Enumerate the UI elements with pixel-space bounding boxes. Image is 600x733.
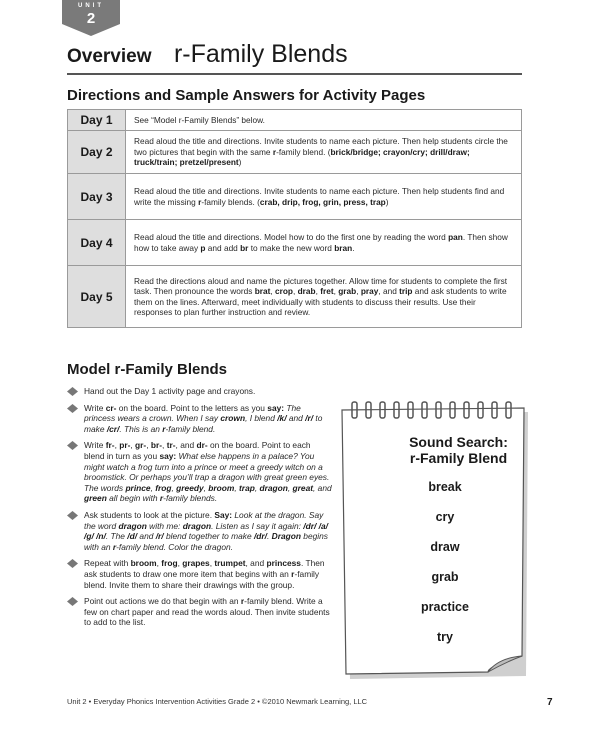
page-title <box>67 40 348 69</box>
lesson-title: r-Family Blends <box>173 40 348 68</box>
notebook-word: break <box>428 480 462 494</box>
notebook-word: grab <box>431 570 459 584</box>
diamond-bullet-icon <box>67 387 78 396</box>
list-item: Point out actions we do that begin with an r-family blend. Write a few on chart paper and read the words aloud. Then invite students to add to the list. <box>67 596 332 628</box>
list-item: Write cr- on the board. Point to the letters as you say: The princess wears a crown. When I say crown, I blend /k/ and /r/ to make /cr/. This is an r-family blend. <box>67 403 332 435</box>
table-row <box>68 174 522 220</box>
day-description: See “Model r-Family Blends” below. <box>126 110 522 131</box>
model-heading: Model r-Family Blends <box>67 361 228 378</box>
list-item: Repeat with broom, frog, grapes, trumpet, and princess. Then ask students to draw one more item that begins with an r-family blend. Invite them to share their drawings with the group. <box>67 558 332 590</box>
unit-number: 2 <box>86 10 96 27</box>
diamond-bullet-icon <box>67 404 78 413</box>
day-label: Day 4 <box>68 220 126 266</box>
list-item: Hand out the Day 1 activity page and crayons. <box>67 386 332 397</box>
notebook-word: cry <box>435 510 455 524</box>
page-number: 7 <box>547 697 553 708</box>
day-label: Day 2 <box>68 131 126 174</box>
day-description: Read aloud the title and directions. Invite students to name each picture. Then help students find and write the missing r-family blends. (crab, drip, frog, grin, press, trap) <box>126 174 522 220</box>
table-row <box>68 110 522 131</box>
directions-heading: Directions and Sample Answers for Activity Pages <box>67 87 426 104</box>
day-description: Read the directions aloud and name the pictures together. Allow time for students to complete the first task. Then pronounce the words brat, crop, drab, fret, grab, pray, and trip and ask students to write them on the lines. Afterward, meet individually with students to discuss their results. Use their responses to plan further instruction and review. <box>126 266 522 328</box>
notebook-word: practice <box>421 600 469 614</box>
day-label: Day 5 <box>68 266 126 328</box>
unit-tab <box>62 0 120 36</box>
model-bullet-list <box>67 386 332 634</box>
diamond-bullet-icon <box>67 597 78 606</box>
day-description: Read aloud the title and directions. Invite students to name each picture. Then help students circle the two pictures that begin with the same r-family blend. (brick/bridge; crayon/cry; drill/draw; truck/train; pretzel/present) <box>126 131 522 174</box>
diamond-bullet-icon <box>67 559 78 568</box>
table-row <box>68 266 522 328</box>
day-label: Day 3 <box>68 174 126 220</box>
unit-label: UNIT <box>78 3 104 9</box>
table-row <box>68 131 522 174</box>
list-item: Write fr-, pr-, gr-, br-, tr-, and dr- on the board. Point to each blend in turn as you say: What else happens in a palace? You might watch a frog turn into a prince or meet a greedy witch on a broomstick. Or perhaps you’ll trap a dragon with great green eyes. The words prince, frog, greedy, broom, trap, dragon, great, and green all begin with r-family blends. <box>67 440 332 504</box>
notebook-title: Sound Search: r-Family Blend <box>409 434 508 466</box>
diamond-bullet-icon <box>67 441 78 450</box>
diamond-bullet-icon <box>67 511 78 520</box>
title-rule <box>67 73 522 75</box>
day-label: Day 1 <box>68 110 126 131</box>
day-description: Read aloud the title and directions. Model how to do the first one by reading the word pan. Then show how to take away p and add br to make the new word bran. <box>126 220 522 266</box>
table-row <box>68 220 522 266</box>
notebook-word: try <box>437 630 453 644</box>
overview-label: Overview <box>67 46 152 67</box>
list-item: Ask students to look at the picture. Say: Look at the dragon. Say the word dragon with me: dragon. Listen as I say it again: /dr/ /a/ /g/ /n/. The /d/ and /r/ blend together to make /dr/. Dragon begins with an r-family blend. Color the dragon. <box>67 510 332 552</box>
notebook-word: draw <box>430 540 460 554</box>
footer-text: Unit 2 • Everyday Phonics Intervention Activities Grade 2 • ©2010 Newmark Learning, LLC <box>67 697 368 706</box>
directions-table <box>67 109 522 328</box>
